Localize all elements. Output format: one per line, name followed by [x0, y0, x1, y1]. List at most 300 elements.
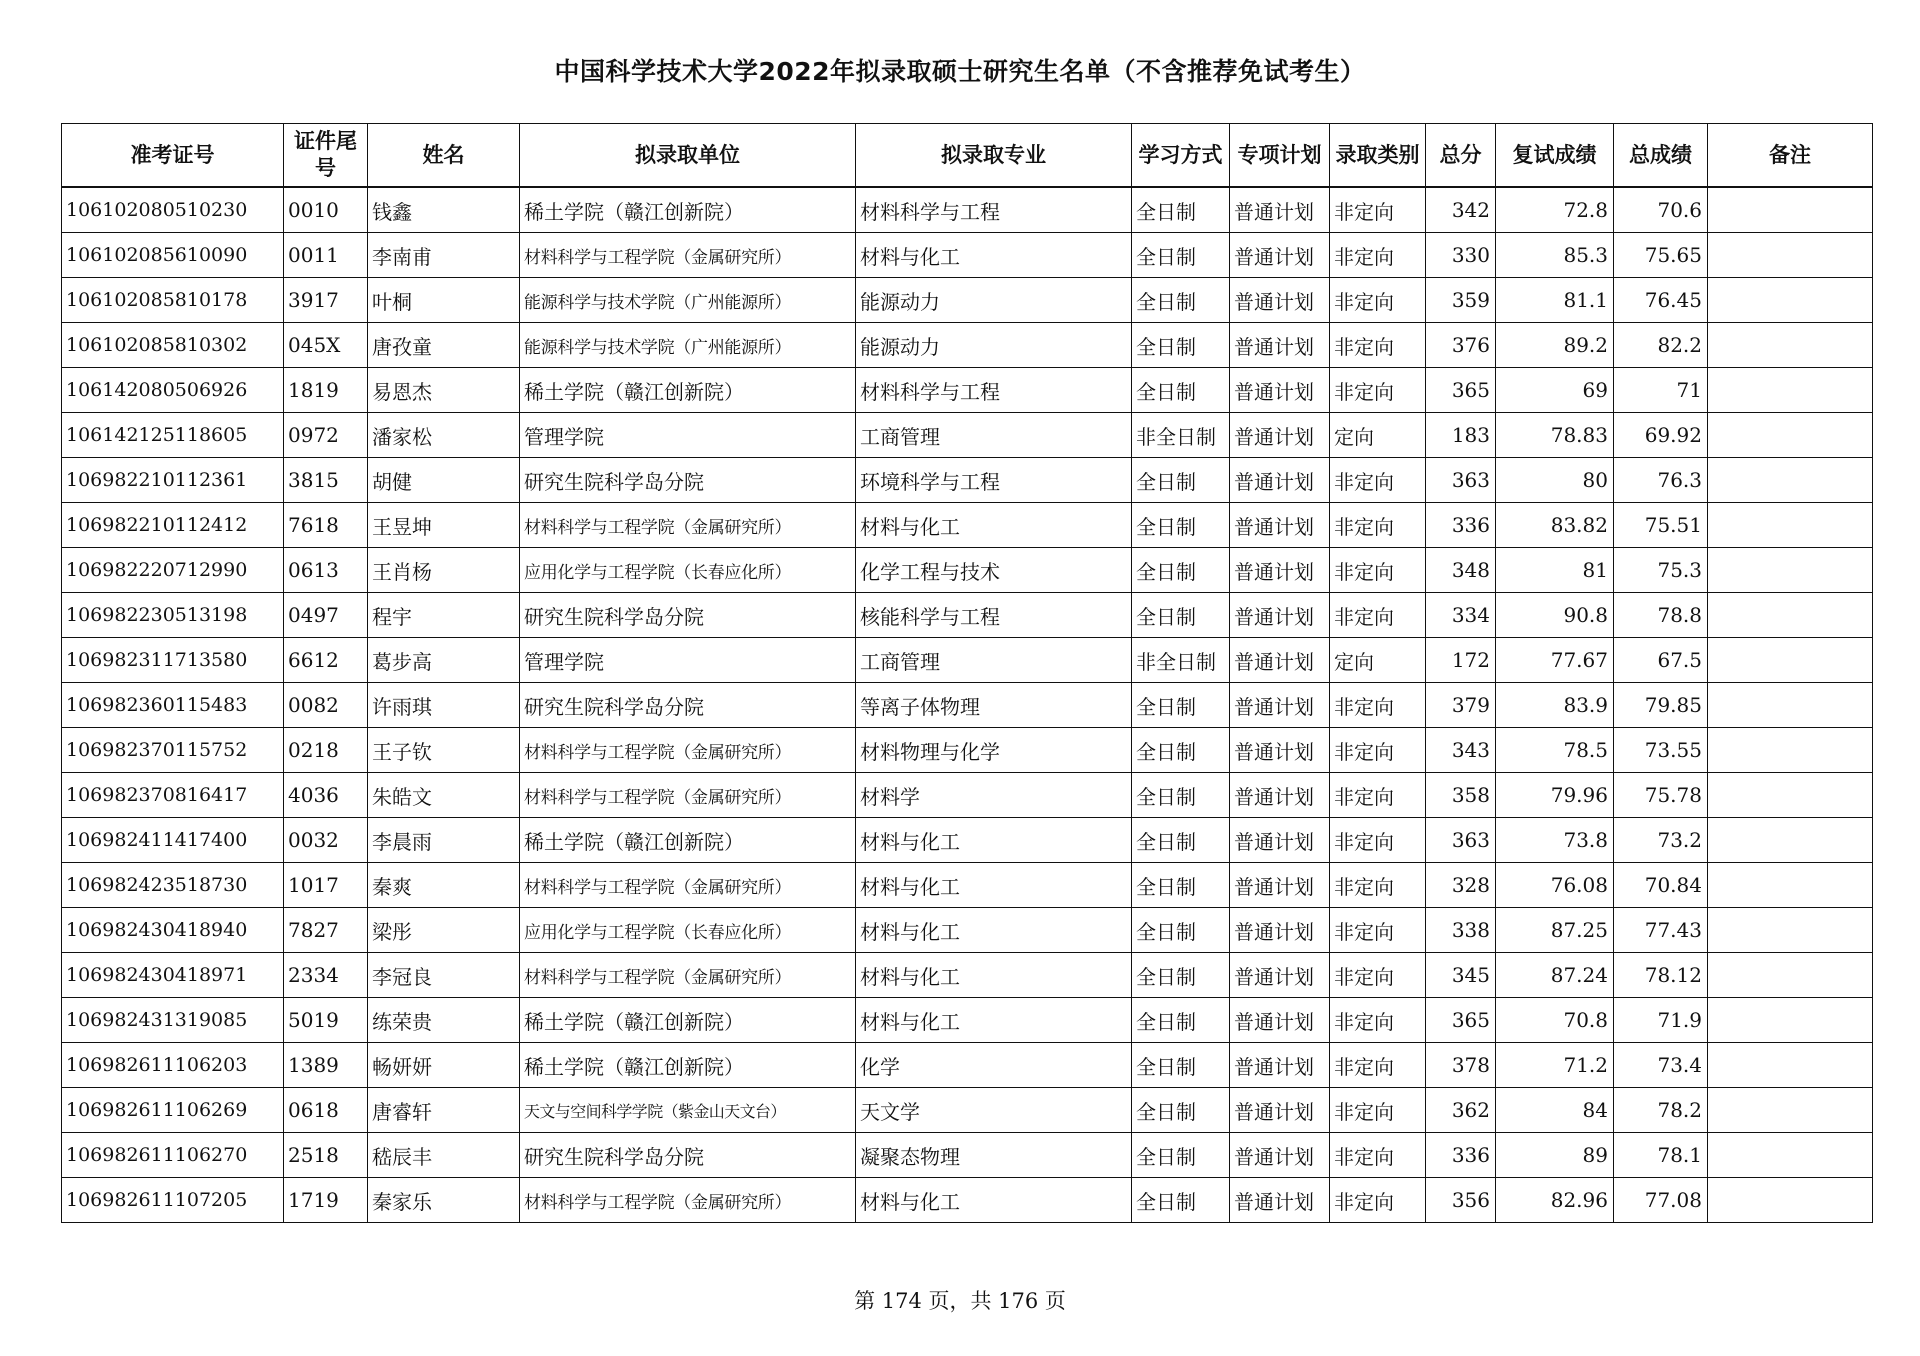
cell-special-plan: 普通计划: [1230, 278, 1330, 323]
cell-exam-id: 106982431319085: [62, 998, 284, 1043]
cell-retest-score: 83.82: [1496, 503, 1614, 548]
cell-remarks: [1708, 908, 1873, 953]
cell-special-plan: 普通计划: [1230, 728, 1330, 773]
cell-remarks: [1708, 503, 1873, 548]
cell-admission-type: 非定向: [1330, 233, 1426, 278]
cell-admission-type: 非定向: [1330, 1133, 1426, 1178]
cell-major: 能源动力: [856, 278, 1132, 323]
cell-major: 材料科学与工程: [856, 187, 1132, 233]
cell-admission-type: 非定向: [1330, 458, 1426, 503]
cell-unit: 管理学院: [520, 413, 856, 458]
cell-special-plan: 普通计划: [1230, 773, 1330, 818]
cell-special-plan: 普通计划: [1230, 323, 1330, 368]
cell-total-score: 363: [1426, 458, 1496, 503]
table-header-row: [62, 124, 1873, 188]
cell-unit: 稀土学院（赣江创新院）: [520, 818, 856, 863]
cell-name: 易恩杰: [368, 368, 520, 413]
cell-major: 材料与化工: [856, 503, 1132, 548]
cell-study-mode: 全日制: [1132, 1178, 1230, 1223]
cell-total-score: 343: [1426, 728, 1496, 773]
cell-special-plan: 普通计划: [1230, 998, 1330, 1043]
cell-exam-id: 106982230513198: [62, 593, 284, 638]
cell-total-score: 342: [1426, 187, 1496, 233]
cell-study-mode: 全日制: [1132, 593, 1230, 638]
cell-id-suffix: 4036: [284, 773, 368, 818]
cell-exam-id: 106982210112361: [62, 458, 284, 503]
cell-major: 等离子体物理: [856, 683, 1132, 728]
cell-name: 梁彤: [368, 908, 520, 953]
cell-name: 畅妍妍: [368, 1043, 520, 1088]
cell-major: 材料与化工: [856, 908, 1132, 953]
cell-exam-id: 106982210112412: [62, 503, 284, 548]
cell-special-plan: 普通计划: [1230, 863, 1330, 908]
cell-unit: 研究生院科学岛分院: [520, 593, 856, 638]
cell-major: 材料与化工: [856, 233, 1132, 278]
cell-unit: 研究生院科学岛分院: [520, 1133, 856, 1178]
cell-id-suffix: 0613: [284, 548, 368, 593]
table-row: [62, 548, 1873, 593]
table-row: [62, 503, 1873, 548]
cell-id-suffix: 1017: [284, 863, 368, 908]
cell-total-score: 345: [1426, 953, 1496, 998]
cell-retest-score: 69: [1496, 368, 1614, 413]
cell-admission-type: 非定向: [1330, 953, 1426, 998]
cell-major: 材料与化工: [856, 953, 1132, 998]
cell-admission-type: 定向: [1330, 638, 1426, 683]
cell-total-score: 358: [1426, 773, 1496, 818]
cell-remarks: [1708, 413, 1873, 458]
cell-id-suffix: 1719: [284, 1178, 368, 1223]
cell-remarks: [1708, 458, 1873, 503]
cell-name: 秦家乐: [368, 1178, 520, 1223]
cell-retest-score: 87.24: [1496, 953, 1614, 998]
cell-remarks: [1708, 683, 1873, 728]
cell-unit: 研究生院科学岛分院: [520, 458, 856, 503]
cell-major: 材料学: [856, 773, 1132, 818]
cell-retest-score: 79.96: [1496, 773, 1614, 818]
cell-admission-type: 非定向: [1330, 187, 1426, 233]
cell-name: 练荣贵: [368, 998, 520, 1043]
cell-exam-id: 106982370115752: [62, 728, 284, 773]
cell-name: 许雨琪: [368, 683, 520, 728]
cell-retest-score: 70.8: [1496, 998, 1614, 1043]
cell-total-score: 378: [1426, 1043, 1496, 1088]
cell-remarks: [1708, 548, 1873, 593]
cell-study-mode: 全日制: [1132, 548, 1230, 593]
cell-final-score: 70.84: [1614, 863, 1708, 908]
cell-final-score: 75.3: [1614, 548, 1708, 593]
cell-total-score: 330: [1426, 233, 1496, 278]
cell-final-score: 71.9: [1614, 998, 1708, 1043]
cell-major: 能源动力: [856, 323, 1132, 368]
cell-final-score: 78.8: [1614, 593, 1708, 638]
cell-total-score: 338: [1426, 908, 1496, 953]
cell-final-score: 77.08: [1614, 1178, 1708, 1223]
cell-exam-id: 106982311713580: [62, 638, 284, 683]
cell-special-plan: 普通计划: [1230, 638, 1330, 683]
cell-study-mode: 全日制: [1132, 278, 1230, 323]
cell-name: 李晨雨: [368, 818, 520, 863]
page-footer: 第 174 页，共 176 页: [854, 1289, 1066, 1313]
cell-special-plan: 普通计划: [1230, 1088, 1330, 1133]
cell-special-plan: 普通计划: [1230, 413, 1330, 458]
cell-remarks: [1708, 818, 1873, 863]
table-row: [62, 908, 1873, 953]
table-row: [62, 1088, 1873, 1133]
cell-admission-type: 非定向: [1330, 1088, 1426, 1133]
header-total-score: 总分: [1426, 124, 1496, 188]
cell-special-plan: 普通计划: [1230, 953, 1330, 998]
cell-name: 钱鑫: [368, 187, 520, 233]
cell-name: 李南甫: [368, 233, 520, 278]
cell-special-plan: 普通计划: [1230, 233, 1330, 278]
cell-final-score: 69.92: [1614, 413, 1708, 458]
cell-final-score: 78.2: [1614, 1088, 1708, 1133]
cell-admission-type: 非定向: [1330, 323, 1426, 368]
cell-exam-id: 106982370816417: [62, 773, 284, 818]
cell-remarks: [1708, 953, 1873, 998]
cell-admission-type: 非定向: [1330, 1178, 1426, 1223]
cell-name: 李冠良: [368, 953, 520, 998]
cell-retest-score: 76.08: [1496, 863, 1614, 908]
cell-name: 叶桐: [368, 278, 520, 323]
table-row: [62, 1133, 1873, 1178]
cell-major: 材料科学与工程: [856, 368, 1132, 413]
cell-id-suffix: 7618: [284, 503, 368, 548]
cell-unit: 应用化学与工程学院（长春应化所）: [520, 908, 856, 953]
cell-special-plan: 普通计划: [1230, 458, 1330, 503]
table-row: [62, 773, 1873, 818]
cell-study-mode: 全日制: [1132, 233, 1230, 278]
table-row: [62, 187, 1873, 233]
cell-id-suffix: 0032: [284, 818, 368, 863]
cell-final-score: 73.4: [1614, 1043, 1708, 1088]
cell-unit: 稀土学院（赣江创新院）: [520, 368, 856, 413]
cell-retest-score: 81.1: [1496, 278, 1614, 323]
cell-retest-score: 85.3: [1496, 233, 1614, 278]
cell-study-mode: 全日制: [1132, 818, 1230, 863]
cell-total-score: 363: [1426, 818, 1496, 863]
cell-id-suffix: 3815: [284, 458, 368, 503]
table-row: [62, 683, 1873, 728]
cell-remarks: [1708, 863, 1873, 908]
cell-remarks: [1708, 998, 1873, 1043]
cell-id-suffix: 0972: [284, 413, 368, 458]
cell-unit: 材料科学与工程学院（金属研究所）: [520, 728, 856, 773]
cell-retest-score: 81: [1496, 548, 1614, 593]
cell-final-score: 79.85: [1614, 683, 1708, 728]
cell-unit: 材料科学与工程学院（金属研究所）: [520, 953, 856, 998]
cell-admission-type: 非定向: [1330, 818, 1426, 863]
cell-study-mode: 全日制: [1132, 908, 1230, 953]
cell-study-mode: 全日制: [1132, 458, 1230, 503]
cell-remarks: [1708, 368, 1873, 413]
cell-exam-id: 106982611106203: [62, 1043, 284, 1088]
cell-unit: 材料科学与工程学院（金属研究所）: [520, 233, 856, 278]
table-row: [62, 413, 1873, 458]
cell-major: 环境科学与工程: [856, 458, 1132, 503]
cell-name: 王昱坤: [368, 503, 520, 548]
cell-final-score: 76.3: [1614, 458, 1708, 503]
cell-major: 材料与化工: [856, 998, 1132, 1043]
cell-id-suffix: 0218: [284, 728, 368, 773]
cell-unit: 能源科学与技术学院（广州能源所）: [520, 278, 856, 323]
cell-unit: 材料科学与工程学院（金属研究所）: [520, 1178, 856, 1223]
cell-unit: 稀土学院（赣江创新院）: [520, 187, 856, 233]
cell-exam-id: 106982611107205: [62, 1178, 284, 1223]
cell-unit: 稀土学院（赣江创新院）: [520, 998, 856, 1043]
cell-total-score: 348: [1426, 548, 1496, 593]
cell-admission-type: 非定向: [1330, 728, 1426, 773]
table-row: [62, 863, 1873, 908]
cell-study-mode: 全日制: [1132, 323, 1230, 368]
table-row: [62, 1178, 1873, 1223]
cell-exam-id: 106982423518730: [62, 863, 284, 908]
header-admission-type: 录取类别: [1330, 124, 1426, 188]
cell-total-score: 379: [1426, 683, 1496, 728]
cell-special-plan: 普通计划: [1230, 593, 1330, 638]
header-remarks: 备注: [1708, 124, 1873, 188]
cell-remarks: [1708, 638, 1873, 683]
cell-admission-type: 非定向: [1330, 908, 1426, 953]
cell-study-mode: 全日制: [1132, 1088, 1230, 1133]
cell-retest-score: 72.8: [1496, 187, 1614, 233]
cell-remarks: [1708, 233, 1873, 278]
cell-unit: 材料科学与工程学院（金属研究所）: [520, 503, 856, 548]
cell-final-score: 78.1: [1614, 1133, 1708, 1178]
cell-unit: 稀土学院（赣江创新院）: [520, 1043, 856, 1088]
cell-final-score: 75.65: [1614, 233, 1708, 278]
cell-final-score: 77.43: [1614, 908, 1708, 953]
cell-admission-type: 非定向: [1330, 1043, 1426, 1088]
cell-id-suffix: 5019: [284, 998, 368, 1043]
document-title: 中国科学技术大学2022年拟录取硕士研究生名单（不含推荐免试考生）: [554, 57, 1366, 86]
cell-name: 秦爽: [368, 863, 520, 908]
cell-name: 唐睿轩: [368, 1088, 520, 1133]
cell-special-plan: 普通计划: [1230, 818, 1330, 863]
cell-major: 材料物理与化学: [856, 728, 1132, 773]
cell-remarks: [1708, 1088, 1873, 1133]
cell-special-plan: 普通计划: [1230, 1133, 1330, 1178]
cell-total-score: 336: [1426, 503, 1496, 548]
cell-name: 唐孜童: [368, 323, 520, 368]
cell-name: 葛步高: [368, 638, 520, 683]
cell-final-score: 67.5: [1614, 638, 1708, 683]
table-row: [62, 953, 1873, 998]
cell-major: 化学工程与技术: [856, 548, 1132, 593]
cell-exam-id: 106982611106270: [62, 1133, 284, 1178]
cell-final-score: 75.51: [1614, 503, 1708, 548]
cell-exam-id: 106982411417400: [62, 818, 284, 863]
cell-exam-id: 106982611106269: [62, 1088, 284, 1133]
cell-major: 工商管理: [856, 413, 1132, 458]
cell-special-plan: 普通计划: [1230, 1178, 1330, 1223]
cell-final-score: 82.2: [1614, 323, 1708, 368]
cell-exam-id: 106102085810178: [62, 278, 284, 323]
cell-name: 程宇: [368, 593, 520, 638]
table-row: [62, 233, 1873, 278]
cell-study-mode: 全日制: [1132, 683, 1230, 728]
cell-study-mode: 全日制: [1132, 953, 1230, 998]
header-major: 拟录取专业: [856, 124, 1132, 188]
table-body: [62, 187, 1873, 1223]
table-row: [62, 323, 1873, 368]
cell-final-score: 76.45: [1614, 278, 1708, 323]
cell-special-plan: 普通计划: [1230, 548, 1330, 593]
cell-retest-score: 89.2: [1496, 323, 1614, 368]
cell-id-suffix: 0011: [284, 233, 368, 278]
cell-id-suffix: 0497: [284, 593, 368, 638]
cell-name: 胡健: [368, 458, 520, 503]
cell-admission-type: 非定向: [1330, 548, 1426, 593]
table-row: [62, 638, 1873, 683]
cell-major: 化学: [856, 1043, 1132, 1088]
cell-final-score: 70.6: [1614, 187, 1708, 233]
cell-admission-type: 非定向: [1330, 863, 1426, 908]
cell-name: 潘家松: [368, 413, 520, 458]
cell-remarks: [1708, 323, 1873, 368]
cell-id-suffix: 0618: [284, 1088, 368, 1133]
cell-id-suffix: 0082: [284, 683, 368, 728]
cell-admission-type: 非定向: [1330, 368, 1426, 413]
cell-study-mode: 非全日制: [1132, 638, 1230, 683]
cell-exam-id: 106102085610090: [62, 233, 284, 278]
cell-exam-id: 106982220712990: [62, 548, 284, 593]
table-row: [62, 458, 1873, 503]
cell-id-suffix: 1819: [284, 368, 368, 413]
cell-special-plan: 普通计划: [1230, 503, 1330, 548]
cell-total-score: 376: [1426, 323, 1496, 368]
cell-unit: 应用化学与工程学院（长春应化所）: [520, 548, 856, 593]
header-study-mode: 学习方式: [1132, 124, 1230, 188]
cell-id-suffix: 2334: [284, 953, 368, 998]
cell-major: 天文学: [856, 1088, 1132, 1133]
cell-study-mode: 全日制: [1132, 1043, 1230, 1088]
cell-admission-type: 非定向: [1330, 503, 1426, 548]
cell-remarks: [1708, 187, 1873, 233]
header-special-plan: 专项计划: [1230, 124, 1330, 188]
cell-retest-score: 78.5: [1496, 728, 1614, 773]
cell-unit: 能源科学与技术学院（广州能源所）: [520, 323, 856, 368]
cell-study-mode: 全日制: [1132, 773, 1230, 818]
cell-major: 材料与化工: [856, 818, 1132, 863]
cell-remarks: [1708, 773, 1873, 818]
table-row: [62, 728, 1873, 773]
cell-total-score: 362: [1426, 1088, 1496, 1133]
cell-admission-type: 定向: [1330, 413, 1426, 458]
cell-id-suffix: 6612: [284, 638, 368, 683]
cell-study-mode: 非全日制: [1132, 413, 1230, 458]
header-id-suffix: 证件尾号: [284, 124, 368, 188]
cell-final-score: 75.78: [1614, 773, 1708, 818]
cell-name: 王肖杨: [368, 548, 520, 593]
cell-exam-id: 106102080510230: [62, 187, 284, 233]
cell-special-plan: 普通计划: [1230, 1043, 1330, 1088]
cell-remarks: [1708, 1133, 1873, 1178]
cell-admission-type: 非定向: [1330, 593, 1426, 638]
cell-exam-id: 106982360115483: [62, 683, 284, 728]
cell-exam-id: 106982430418971: [62, 953, 284, 998]
cell-study-mode: 全日制: [1132, 368, 1230, 413]
cell-admission-type: 非定向: [1330, 683, 1426, 728]
cell-final-score: 73.55: [1614, 728, 1708, 773]
cell-retest-score: 73.8: [1496, 818, 1614, 863]
cell-exam-id: 106102085810302: [62, 323, 284, 368]
cell-major: 材料与化工: [856, 1178, 1132, 1223]
cell-total-score: 334: [1426, 593, 1496, 638]
cell-retest-score: 71.2: [1496, 1043, 1614, 1088]
table-row: [62, 1043, 1873, 1088]
cell-study-mode: 全日制: [1132, 503, 1230, 548]
cell-id-suffix: 3917: [284, 278, 368, 323]
cell-retest-score: 84: [1496, 1088, 1614, 1133]
cell-study-mode: 全日制: [1132, 1133, 1230, 1178]
cell-total-score: 328: [1426, 863, 1496, 908]
cell-special-plan: 普通计划: [1230, 368, 1330, 413]
table-row: [62, 998, 1873, 1043]
header-exam-id: 准考证号: [62, 124, 284, 188]
cell-total-score: 365: [1426, 998, 1496, 1043]
cell-study-mode: 全日制: [1132, 728, 1230, 773]
header-final-score: 总成绩: [1614, 124, 1708, 188]
cell-id-suffix: 1389: [284, 1043, 368, 1088]
cell-exam-id: 106982430418940: [62, 908, 284, 953]
cell-final-score: 71: [1614, 368, 1708, 413]
cell-retest-score: 87.25: [1496, 908, 1614, 953]
cell-exam-id: 106142080506926: [62, 368, 284, 413]
cell-remarks: [1708, 278, 1873, 323]
cell-study-mode: 全日制: [1132, 863, 1230, 908]
cell-remarks: [1708, 1043, 1873, 1088]
cell-unit: 管理学院: [520, 638, 856, 683]
cell-special-plan: 普通计划: [1230, 908, 1330, 953]
cell-remarks: [1708, 1178, 1873, 1223]
cell-total-score: 336: [1426, 1133, 1496, 1178]
cell-retest-score: 78.83: [1496, 413, 1614, 458]
cell-study-mode: 全日制: [1132, 998, 1230, 1043]
cell-remarks: [1708, 593, 1873, 638]
cell-special-plan: 普通计划: [1230, 187, 1330, 233]
cell-final-score: 78.12: [1614, 953, 1708, 998]
admission-table: [61, 123, 1873, 1223]
cell-admission-type: 非定向: [1330, 998, 1426, 1043]
cell-admission-type: 非定向: [1330, 278, 1426, 323]
header-unit: 拟录取单位: [520, 124, 856, 188]
cell-major: 工商管理: [856, 638, 1132, 683]
header-retest-score: 复试成绩: [1496, 124, 1614, 188]
cell-total-score: 183: [1426, 413, 1496, 458]
cell-final-score: 73.2: [1614, 818, 1708, 863]
table-row: [62, 593, 1873, 638]
cell-name: 嵇辰丰: [368, 1133, 520, 1178]
header-name: 姓名: [368, 124, 520, 188]
cell-retest-score: 90.8: [1496, 593, 1614, 638]
cell-name: 王子钦: [368, 728, 520, 773]
cell-total-score: 356: [1426, 1178, 1496, 1223]
cell-exam-id: 106142125118605: [62, 413, 284, 458]
table-row: [62, 368, 1873, 413]
cell-major: 核能科学与工程: [856, 593, 1132, 638]
cell-retest-score: 83.9: [1496, 683, 1614, 728]
cell-unit: 材料科学与工程学院（金属研究所）: [520, 863, 856, 908]
cell-unit: 研究生院科学岛分院: [520, 683, 856, 728]
cell-major: 凝聚态物理: [856, 1133, 1132, 1178]
table-row: [62, 278, 1873, 323]
cell-total-score: 365: [1426, 368, 1496, 413]
table-row: [62, 818, 1873, 863]
cell-id-suffix: 045X: [284, 323, 368, 368]
cell-retest-score: 82.96: [1496, 1178, 1614, 1223]
